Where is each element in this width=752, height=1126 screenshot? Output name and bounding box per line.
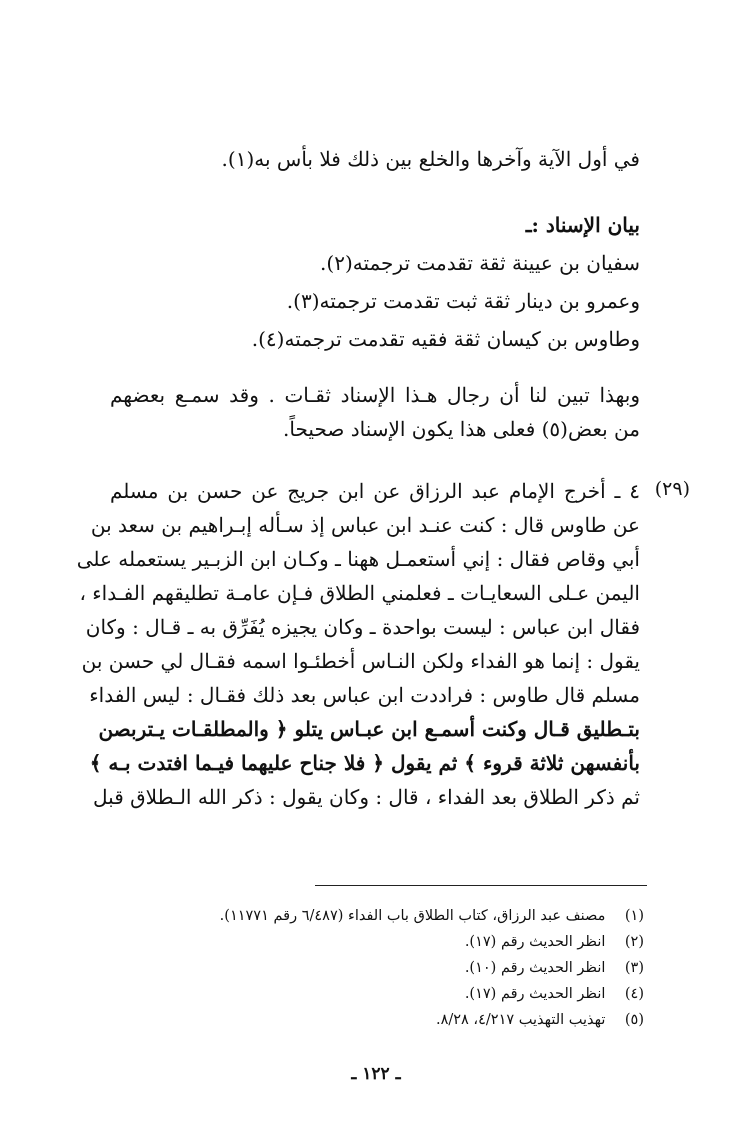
footnote: [124, 930, 644, 954]
hadith-line: عن طاوس قال : كنت عنـد ابن عباس إذ سـأله إبـراهيم بن سعد بن: [90, 513, 640, 537]
conclusion-line: من بعض(٥) فعلى هذا يكون الإسناد صحيحاً.: [283, 417, 640, 441]
body-line-1: في أول الآية وآخرها والخلع بين ذلك فلا بأس به(١).: [221, 147, 640, 171]
footnote-number: (٤): [624, 986, 644, 1002]
footnote-number: (٥): [624, 1012, 644, 1028]
footnote: [124, 982, 644, 1006]
hadith-line: ثم ذكر الطلاق بعد الفداء ، قال : وكان يقول : ذكر الله الـطلاق قبل: [93, 785, 640, 809]
hadith-line: ٤ ـ أخرج الإمام عبد الرزاق عن ابن جريج عن حسن بن مسلم: [110, 479, 640, 503]
hadith-line: بأنفسهن ثلاثة قروء ﴾ ثم يقول ﴿ فلا جناح عليهما فيـما افتدت بـه ﴾: [89, 751, 640, 775]
footnote-number: (١): [624, 908, 644, 924]
footnote-text: تهذيب التهذيب ٤/٢١٧، ٨/٢٨.: [435, 1012, 606, 1028]
footnote: [124, 956, 644, 980]
hadith-line: أبي وقاص فقال : إني أستعمـل ههنا ـ وكـان ابن الزبـير يستعمله على: [76, 547, 640, 571]
footnote-text: انظر الحديث رقم (١٠).: [464, 960, 606, 976]
hadith-line: مسلم قال طاوس : فراددت ابن عباس بعد ذلك فقـال : ليس الفداء: [89, 683, 640, 707]
footnote: [124, 1008, 644, 1032]
narrator-line: وعمرو بن دينار ثقة ثبت تقدمت ترجمته(٣).: [286, 289, 640, 313]
narrator-line: وطاوس بن كيسان ثقة فقيه تقدمت ترجمته(٤).: [251, 327, 640, 351]
footnote-number: (٢): [624, 934, 644, 950]
hadith-line: بتـطليق قـال وكنت أسمـع ابن عبـاس يتلو ﴿ والمطلقـات يـتربصن: [98, 717, 640, 741]
hadith-line: يقول : إنما هو الفداء ولكن النـاس أخطئـوا اسمه فقـال لي حسن بن: [81, 649, 640, 673]
hadith-line: اليمن عـلى السعايـات ـ فعلمني الطلاق فـإن عامـة تطليقهم الفـداء ،: [79, 581, 640, 605]
footnote-number: (٣): [624, 960, 644, 976]
footnote-divider: [315, 885, 647, 886]
footnote-text: انظر الحديث رقم (١٧).: [464, 986, 606, 1002]
footnote-text: انظر الحديث رقم (١٧).: [464, 934, 606, 950]
hadith-line: فقال ابن عباس : ليست بواحدة ـ وكان يجيزه يُفَرِّق به ـ قـال : وكان: [85, 615, 640, 639]
section-heading: بيان الإسناد :ـ: [525, 213, 640, 237]
hadith-number: (٢٩): [654, 478, 690, 500]
conclusion-line: وبهذا تبين لنا أن رجال هـذا الإسناد ثقـات . وقد سمـع بعضهم: [110, 383, 640, 407]
page-number: ـ ١٢٢ ـ: [351, 1064, 401, 1084]
narrator-line: سفيان بن عيينة ثقة تقدمت ترجمته(٢).: [320, 251, 640, 275]
footnote: [124, 904, 644, 928]
footnote-text: مصنف عبد الرزاق، كتاب الطلاق باب الفداء (٦/٤٨٧ رقم ١١٧٧١).: [219, 908, 606, 924]
